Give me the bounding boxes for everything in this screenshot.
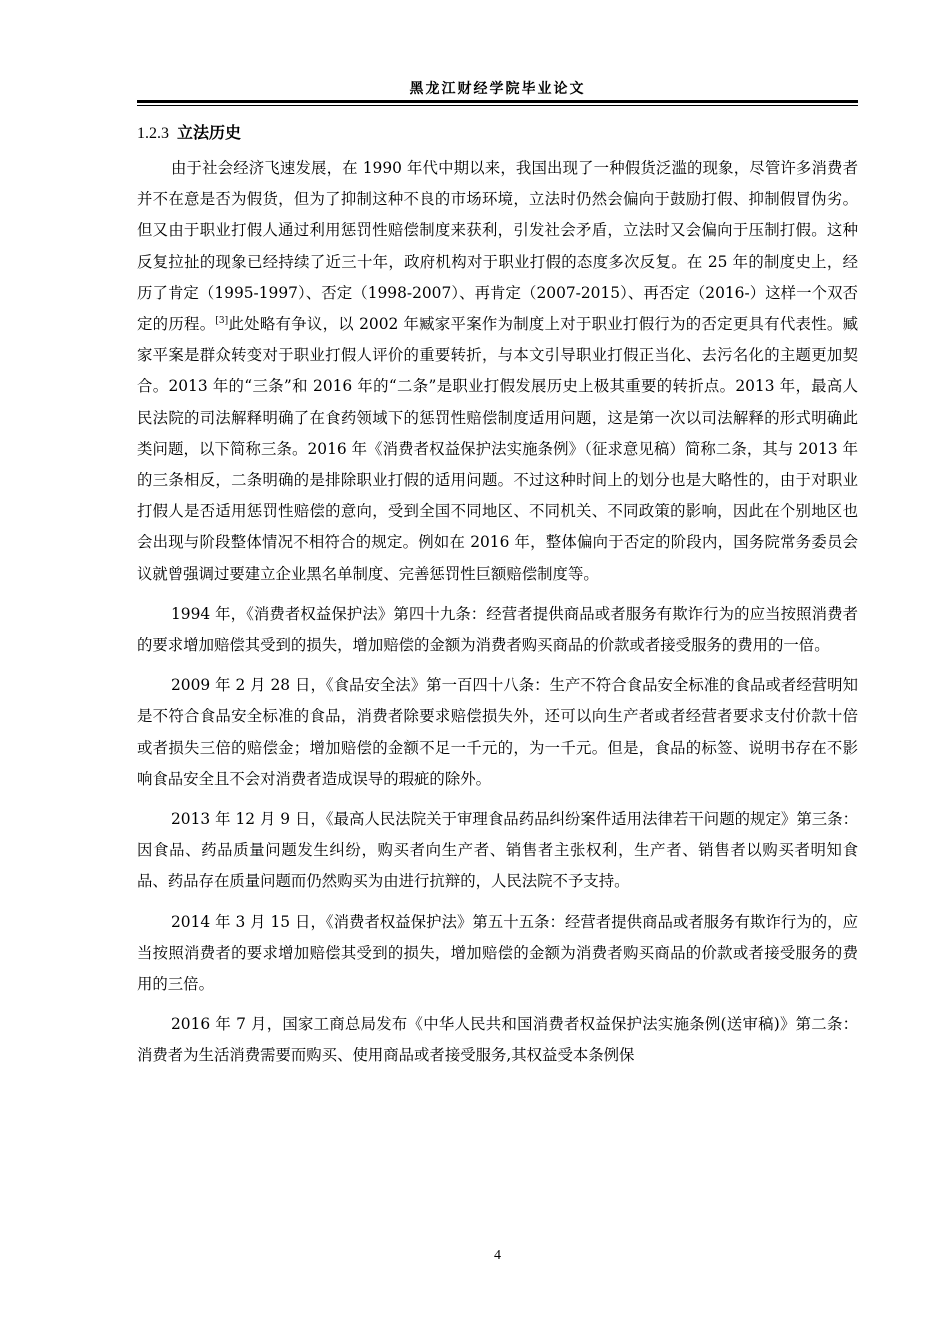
paragraph-2009-food-safety-law: 2009 年 2 月 28 日，《食品安全法》第一百四十八条：生产不符合食品安全标准的食品或者经营明知是不符合食品安全标准的食品，消费者除要求赔偿损失外，还可以向生产者或者经营者要求支付价款十倍或者损失三倍的赔偿金；增加赔偿的金额不足一千元的，为一千元。但是，食品的标签、说明书存在不影响食品安全且不会对消费者造成误导的瑕疵的除外。 [137,676,858,788]
header-rule-thick [137,100,858,103]
paragraph-text-part-2: 此处略有争议，以 2002 年臧家平案作为制度上对于职业打假行为的否定更具有代表性。臧家平案是群众转变对于职业打假人评价的重要转折，与本文引导职业打假正当化、去污名化的主题更加契合。2013 年的“三条”和 2016 年的“二条”是职业打假发展历史上极其重要的转折点。2013 年，最高人民法院的司法解释明确了在食药领域下的惩罚性赔偿制度适用问题，这是第一次以司法解释的形式明确此类问题，以下简称三条。2016 年《消费者权益保护法实施条例》（征求意见稿）简称二条，其与 2013 年的三条相反，二条明确的是排除职业打假的适用问题。不过这种时间上的划分也是大略性的，由于对职业打假人是否适用惩罚性赔偿的意向，受到全国不同地区、不同机关、不同政策的影响，因此在个别地区也会出现与阶段整体情况不相符合的规定。例如在 2016 年，整体偏向于否定的阶段内，国务院常务委员会议就曾强调过要建立企业黑名单制度、完善惩罚性巨额赔偿制度等。 [137,315,858,583]
running-header: 黑龙江财经学院毕业论文 [409,81,586,97]
paragraph-2016-implementation-draft: 2016 年 7 月，国家工商总局发布《中华人民共和国消费者权益保护法实施条例(送审稿)》第二条：消费者为生活消费需要而购买、使用商品或者接受服务,其权益受本条例保 [137,1015,858,1065]
section-title: 立法历史 [177,123,242,142]
paragraph-1994-consumer-law: 1994 年，《消费者权益保护法》第四十九条：经营者提供商品或者服务有欺诈行为的应当按照消费者的要求增加赔偿其受到的损失，增加赔偿的金额为消费者购买商品的价款或者接受服务的费用的一倍。 [137,604,858,655]
body-text [137,120,858,1072]
paragraph-2013-supreme-court-rule: 2013 年 12 月 9 日，《最高人民法院关于审理食品药品纠纷案件适用法律若干问题的规定》第三条：因食品、药品质量问题发生纠纷，购买者向生产者、销售者主张权利，生产者、销售者以购买者明知食品、药品存在质量问题而仍然购买为由进行抗辩的，人民法院不予支持。 [137,810,858,891]
page-number: 4 [494,1248,501,1263]
header-rule-thin [137,105,858,106]
paragraph-legislative-history [137,153,858,590]
section-number: 1.2.3 [137,125,169,142]
citation-ref: [3] [215,315,229,326]
section-heading [137,120,858,147]
paragraph-2014-consumer-law: 2014 年 3 月 15 日，《消费者权益保护法》第五十五条：经营者提供商品或者服务有欺诈行为的，应当按照消费者的要求增加赔偿其受到的损失，增加赔偿的金额为消费者购买商品的价款或者接受服务的费用的三倍。 [137,912,858,994]
paragraph-text-part-1: 由于社会经济飞速发展，在 1990 年代中期以来，我国出现了一种假货泛滥的现象，尽管许多消费者并不在意是否为假货，但为了抑制这种不良的市场环境，立法时仍然会偏向于鼓励打假、抑制假冒伪劣。但又由于职业打假人通过利用惩罚性赔偿制度来获利，引发社会矛盾，立法时又会偏向于压制打假。这种反复拉扯的现象已经持续了近三十年，政府机构对于职业打假的态度多次反复。在 25 年的制度史上，经历了肯定（1995-1997）、否定（1998-2007）、再肯定（2007-2015）、再否定（2016-）这样一个双否定的历程。 [137,159,858,334]
